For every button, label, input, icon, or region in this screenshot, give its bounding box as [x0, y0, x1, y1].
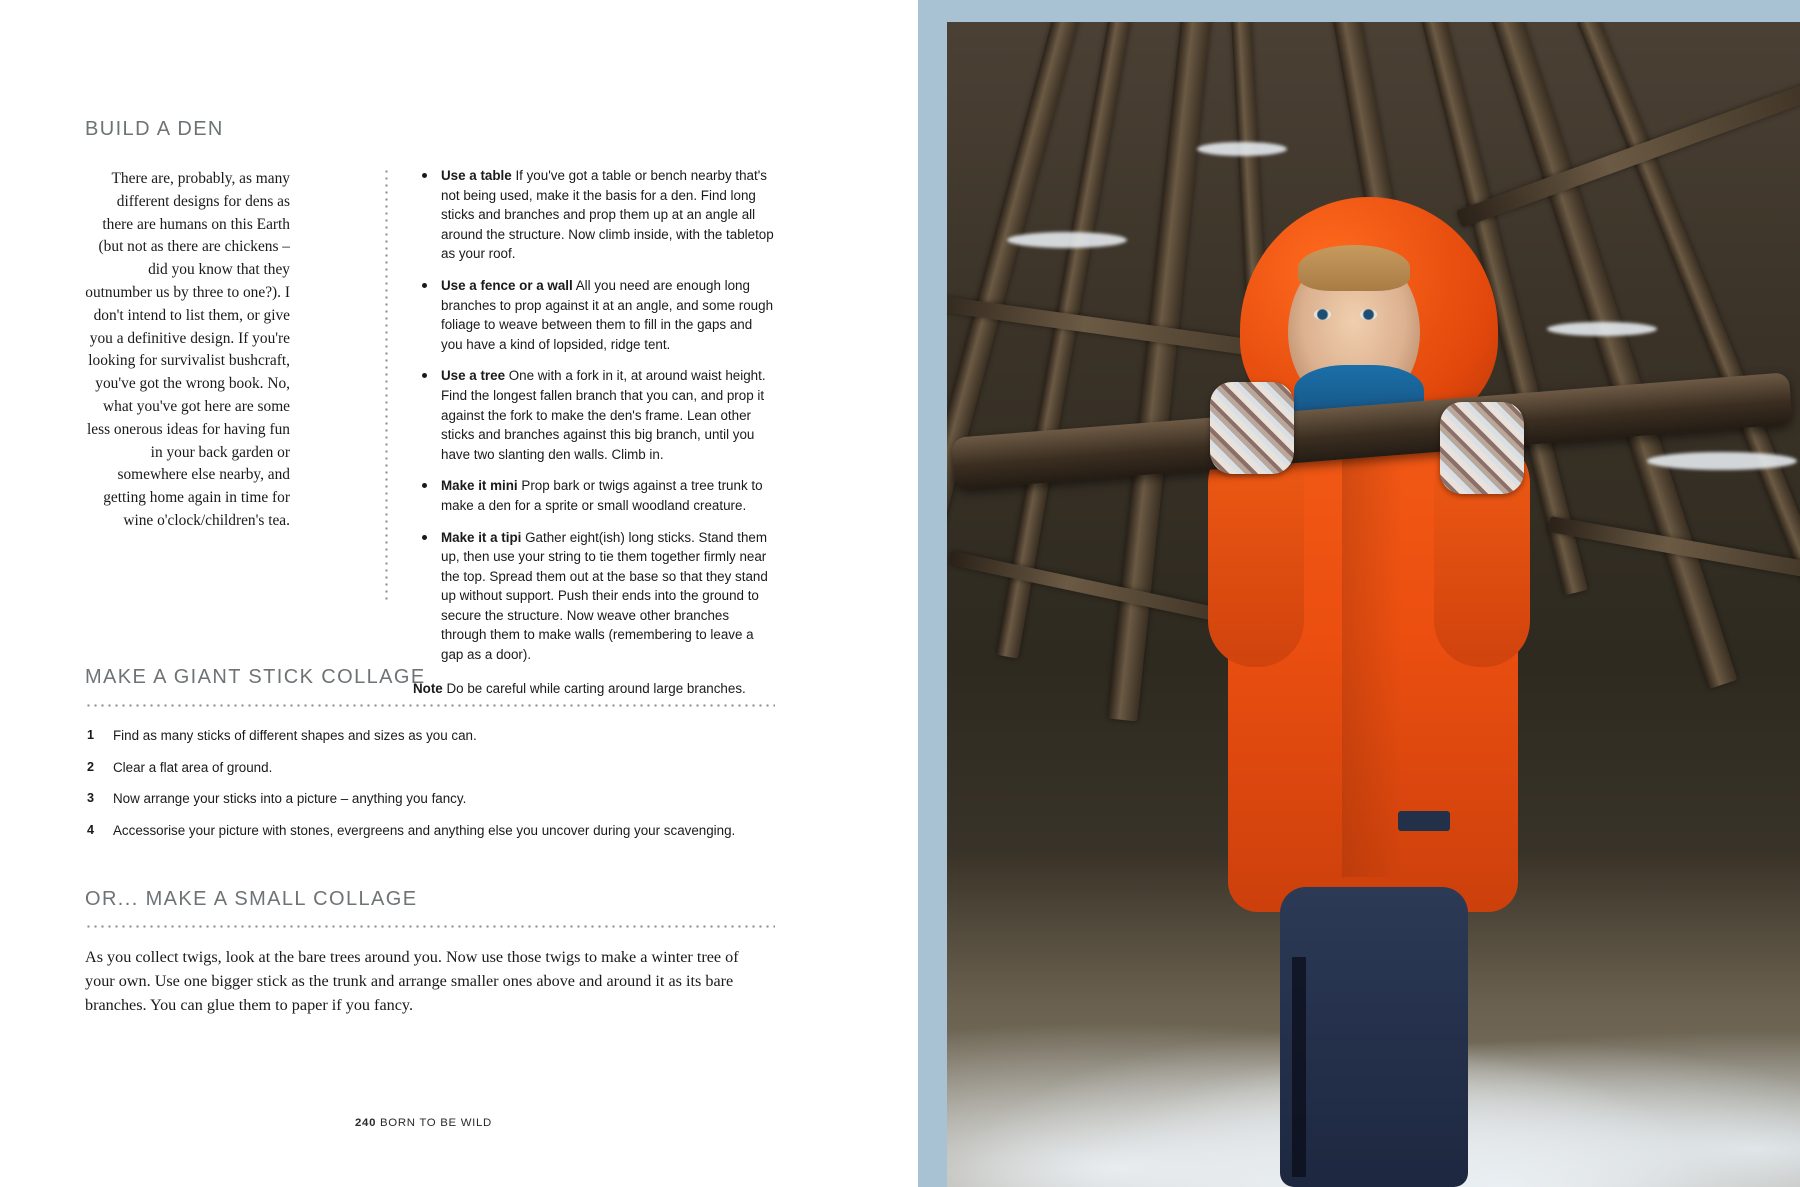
- patterned-mitten-left: [1210, 382, 1294, 474]
- vertical-dotted-divider: [385, 168, 388, 600]
- giant-collage-steps: [85, 726, 775, 852]
- list-item: [413, 366, 775, 464]
- list-item-lead: Make it a tipi: [441, 529, 522, 545]
- step-text: Accessorise your picture with stones, evergreens and anything else you uncover during your scavenging.: [113, 822, 736, 838]
- step-number: 1: [87, 728, 95, 742]
- snow-patch: [1197, 142, 1287, 156]
- coat-shading: [1342, 447, 1402, 877]
- section-title-giant-stick-collage: MAKE A GIANT STICK COLLAGE: [85, 666, 426, 688]
- bullet-icon: [422, 283, 427, 288]
- bullet-icon: [422, 373, 427, 378]
- list-item-lead: Use a fence or a wall: [441, 277, 573, 293]
- list-item-lead: Make it mini: [441, 478, 518, 494]
- note-text: Do be careful while carting around large branches.: [446, 680, 746, 696]
- child-jeans: [1280, 887, 1468, 1187]
- list-item-text: If you've got a table or bench nearby that's not being used, make it the basis for a den. Find long sticks and branches and prop them up at an angle all around the structure. Now climb inside, with the tabletop as your roof.: [441, 168, 774, 262]
- photo-child-with-branch: [947, 22, 1800, 1187]
- dotted-divider: [85, 925, 775, 928]
- child-figure: [1202, 197, 1572, 1187]
- list-item-lead: Use a table: [441, 168, 512, 183]
- list-item: [85, 789, 775, 809]
- snow-patch: [1007, 232, 1127, 248]
- list-item: [413, 476, 775, 515]
- intro-paragraph: There are, probably, as many different designs for dens as there are humans on this Earth (but not as there are chickens – did you know that they outnumber us by three to one?). I don't intend to list them, or give you a definitive design. If you're looking for survivalist bushcraft, you've got the wrong book. No, what you've got here are some less onerous ideas for having fun in your back garden or somewhere else nearby, and getting home again in time for wine o'clock/children's tea.: [85, 170, 290, 529]
- page-footer: [355, 1117, 492, 1129]
- dotted-divider: [85, 704, 775, 707]
- section-title-small-collage: OR... MAKE A SMALL COLLAGE: [85, 888, 418, 910]
- list-item-text: Prop bark or twigs against a tree trunk to make a den for a sprite or small woodland creature.: [441, 478, 763, 513]
- bullet-icon: [422, 173, 427, 178]
- left-page-content: [85, 0, 775, 1187]
- step-text: Clear a flat area of ground.: [113, 759, 273, 775]
- list-item-text: One with a fork in it, at around waist height. Find the longest fallen branch that you can, and prop it against the fork to make the den's frame. Lean other sticks and branches against this big branch, until you have two slanting den walls. Climb in.: [441, 368, 766, 462]
- step-number: 3: [87, 791, 95, 806]
- list-item: [85, 726, 775, 746]
- step-text: Now arrange your sticks into a picture – anything you fancy.: [113, 791, 467, 807]
- page-number: 240: [355, 1117, 377, 1129]
- list-item: [85, 758, 775, 778]
- patterned-mitten-right: [1440, 402, 1524, 494]
- step-number: 2: [87, 759, 95, 774]
- note: [413, 679, 775, 699]
- list-item: [413, 276, 775, 354]
- step-text: Find as many sticks of different shapes and sizes as you can.: [113, 728, 477, 743]
- child-eye-left: [1314, 309, 1331, 320]
- child-eye-right: [1360, 309, 1377, 320]
- list-item: [413, 166, 775, 264]
- list-item-text: Gather eight(ish) long sticks. Stand them up, then use your string to tie them together firmly near the top. Spread them out at the base so that they stand up without support. Push their ends into the ground to secure the structure. Now weave other branches through them to make walls (remembering to leave a gap as a door).: [441, 529, 768, 663]
- list-item: [85, 821, 775, 841]
- bullet-icon: [422, 483, 427, 488]
- right-page: [918, 0, 1800, 1187]
- coat-label: [1398, 811, 1450, 831]
- den-stick: [996, 22, 1139, 659]
- list-item-text: All you need are enough long branches to prop against it at an angle, and some rough foliage to weave between them to fill in the gaps and you have a kind of lopsided, ridge tent.: [441, 277, 774, 352]
- step-number: 4: [87, 822, 95, 837]
- list-item-lead: Use a tree: [441, 368, 506, 384]
- note-lead: Note: [413, 680, 443, 696]
- den-stick: [949, 551, 1245, 627]
- list-item: [413, 528, 775, 665]
- child-hair: [1298, 245, 1410, 291]
- snow-patch: [1647, 452, 1797, 470]
- jeans-leg-gap: [1292, 957, 1306, 1177]
- book-title: BORN TO BE WILD: [379, 1117, 492, 1129]
- small-collage-body: As you collect twigs, look at the bare trees around you. Now use those twigs to make a winter tree of your own. Use one bigger stick as the trunk and arrange smaller ones above and around it as its bare branches. You can glue them to paper if you fancy.: [85, 948, 739, 1014]
- den-ideas-list: [413, 166, 775, 698]
- section-title-build-a-den: BUILD A DEN: [85, 118, 224, 140]
- bullet-icon: [422, 535, 427, 540]
